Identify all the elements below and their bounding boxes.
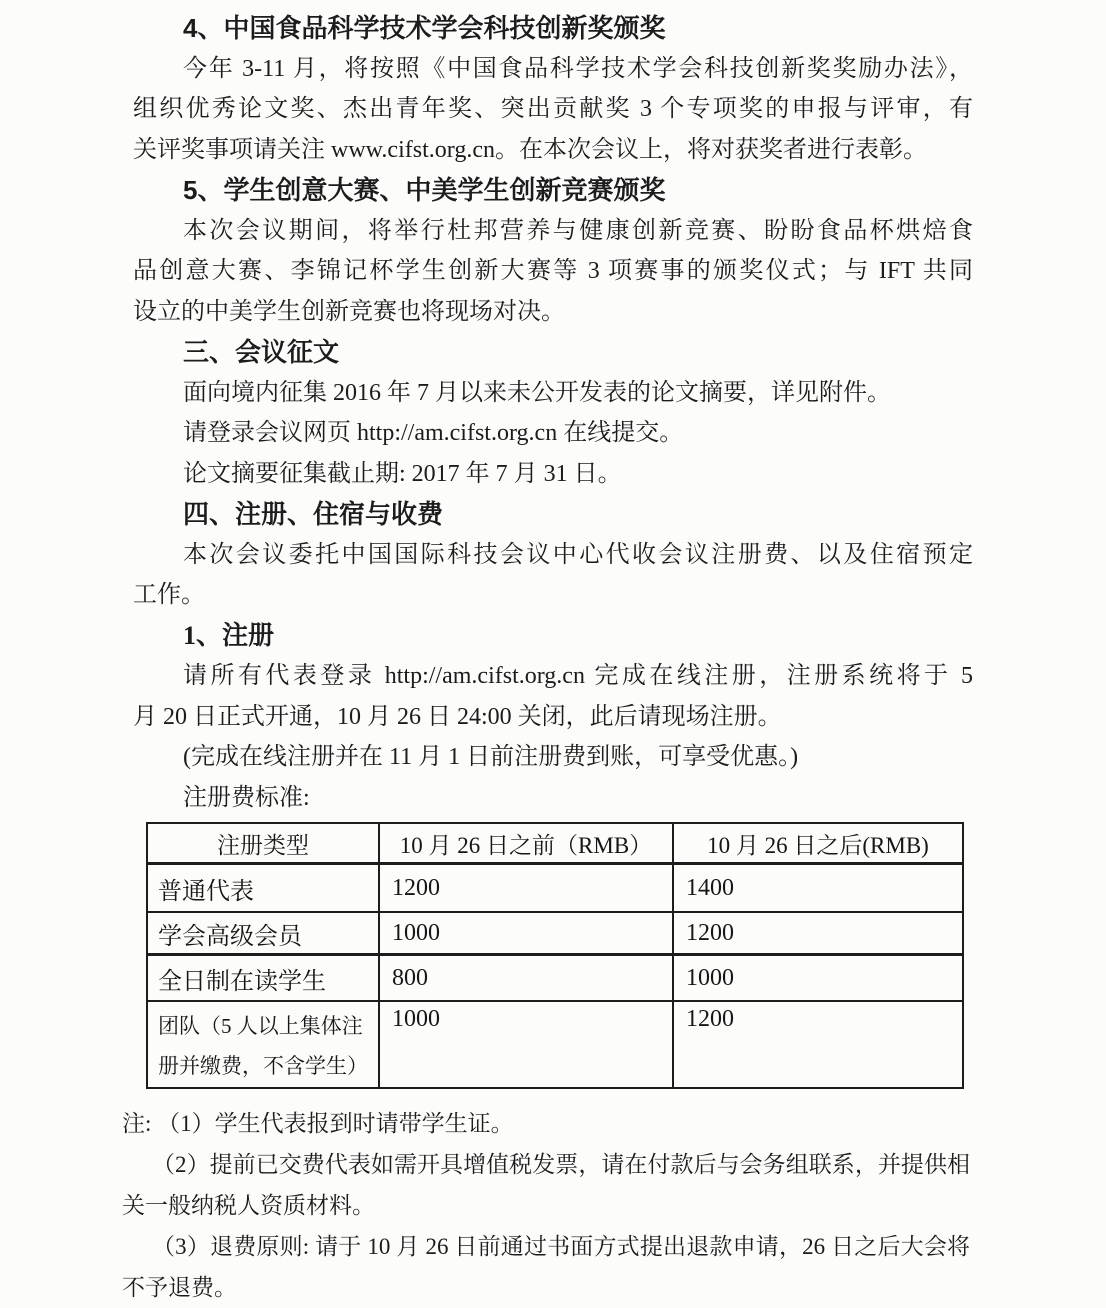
doc-line: 月 20 日正式开通，10 月 26 日 24:00 关闭，此后请现场注册。 bbox=[133, 703, 782, 730]
fee-before-cell: 1000 bbox=[379, 1001, 673, 1088]
fee-before-cell: 1000 bbox=[379, 912, 673, 955]
doc-line: 品创意大赛、李锦记杯学生创新大赛等 3 项赛事的颁奖仪式；与 IFT 共同 bbox=[133, 258, 973, 284]
doc-line: 工作。 bbox=[133, 582, 205, 608]
fee-header-after: 10 月 26 日之后(RMB) bbox=[673, 823, 963, 864]
doc-line: 面向境内征集 2016 年 7 月以来未公开发表的论文摘要，详见附件。 bbox=[183, 379, 891, 406]
doc-line: 注册费标准: bbox=[183, 784, 310, 811]
table-row bbox=[147, 1001, 963, 1088]
doc-line: 本次会议期间，将举行杜邦营养与健康创新竞赛、盼盼食品杯烘焙食 bbox=[183, 217, 973, 244]
fee-after-cell: 1000 bbox=[673, 955, 963, 1002]
doc-line: 请登录会议网页 http://am.cifst.org.cn 在线提交。 bbox=[183, 420, 684, 446]
note-line: （3）退费原则: 请于 10 月 26 日前通过书面方式提出退款申请，26 日之后大会将 bbox=[152, 1234, 970, 1259]
fee-table-header bbox=[147, 823, 963, 864]
doc-line: 本次会议委托中国国际科技会议中心代收会议注册费、以及住宿预定 bbox=[183, 541, 973, 568]
fee-after-cell: 1200 bbox=[673, 912, 963, 955]
fee-after-cell: 1200 bbox=[673, 1001, 963, 1088]
doc-line: 三、会议征文 bbox=[183, 337, 340, 367]
fee-before-cell: 800 bbox=[379, 955, 673, 1002]
doc-line: 论文摘要征集截止期: 2017 年 7 月 31 日。 bbox=[183, 460, 622, 487]
fee-table-header-row bbox=[147, 823, 963, 864]
note-line: 关一般纳税人资质材料。 bbox=[122, 1193, 375, 1218]
doc-line: 5、学生创意大赛、中美学生创新竞赛颁奖 bbox=[183, 175, 666, 205]
note-line: （2）提前已交费代表如需开具增值税发票，请在付款后与会务组联系，并提供相 bbox=[152, 1152, 970, 1177]
doc-line: 组织优秀论文奖、杰出青年奖、突出贡献奖 3 个专项奖的申报与评审，有 bbox=[133, 96, 973, 122]
table-row bbox=[147, 864, 963, 913]
note-line: 注: （1）学生代表报到时请带学生证。 bbox=[122, 1111, 514, 1136]
fee-type-cell: 团队（5 人以上集体注册并缴费，不含学生） bbox=[147, 1001, 379, 1088]
notes-section bbox=[122, 1103, 970, 1308]
doc-line: 1、注册 bbox=[183, 620, 275, 650]
note-line: 不予退费。 bbox=[122, 1275, 237, 1300]
fee-type-cell: 普通代表 bbox=[147, 864, 379, 913]
fee-after-cell: 1400 bbox=[673, 864, 963, 913]
doc-line: 请所有代表登录 http://am.cifst.org.cn 完成在线注册，注册系统将于 5 bbox=[183, 663, 973, 689]
fee-type-cell: 学会高级会员 bbox=[147, 912, 379, 955]
fee-header-before: 10 月 26 日之前（RMB） bbox=[379, 823, 673, 864]
table-row bbox=[147, 955, 963, 1002]
doc-line: 今年 3-11 月，将按照《中国食品科学技术学会科技创新奖奖励办法》， bbox=[183, 55, 973, 82]
table-row bbox=[147, 912, 963, 955]
body-text bbox=[133, 8, 973, 818]
doc-line: 4、中国食品科学技术学会科技创新奖颁奖 bbox=[183, 13, 666, 43]
fee-type-cell: 全日制在读学生 bbox=[147, 955, 379, 1002]
doc-line: 四、注册、住宿与收费 bbox=[183, 499, 444, 529]
fee-before-cell: 1200 bbox=[379, 864, 673, 913]
fee-header-type: 注册类型 bbox=[147, 823, 379, 864]
doc-line: (完成在线注册并在 11 月 1 日前注册费到账，可享受优惠。) bbox=[183, 744, 799, 770]
doc-line: 设立的中美学生创新竞赛也将现场对决。 bbox=[133, 298, 565, 325]
registration-fee-table bbox=[146, 822, 964, 1089]
doc-line: 关评奖事项请关注 www.cifst.org.cn。在本次会议上，将对获奖者进行表彰。 bbox=[133, 136, 927, 163]
